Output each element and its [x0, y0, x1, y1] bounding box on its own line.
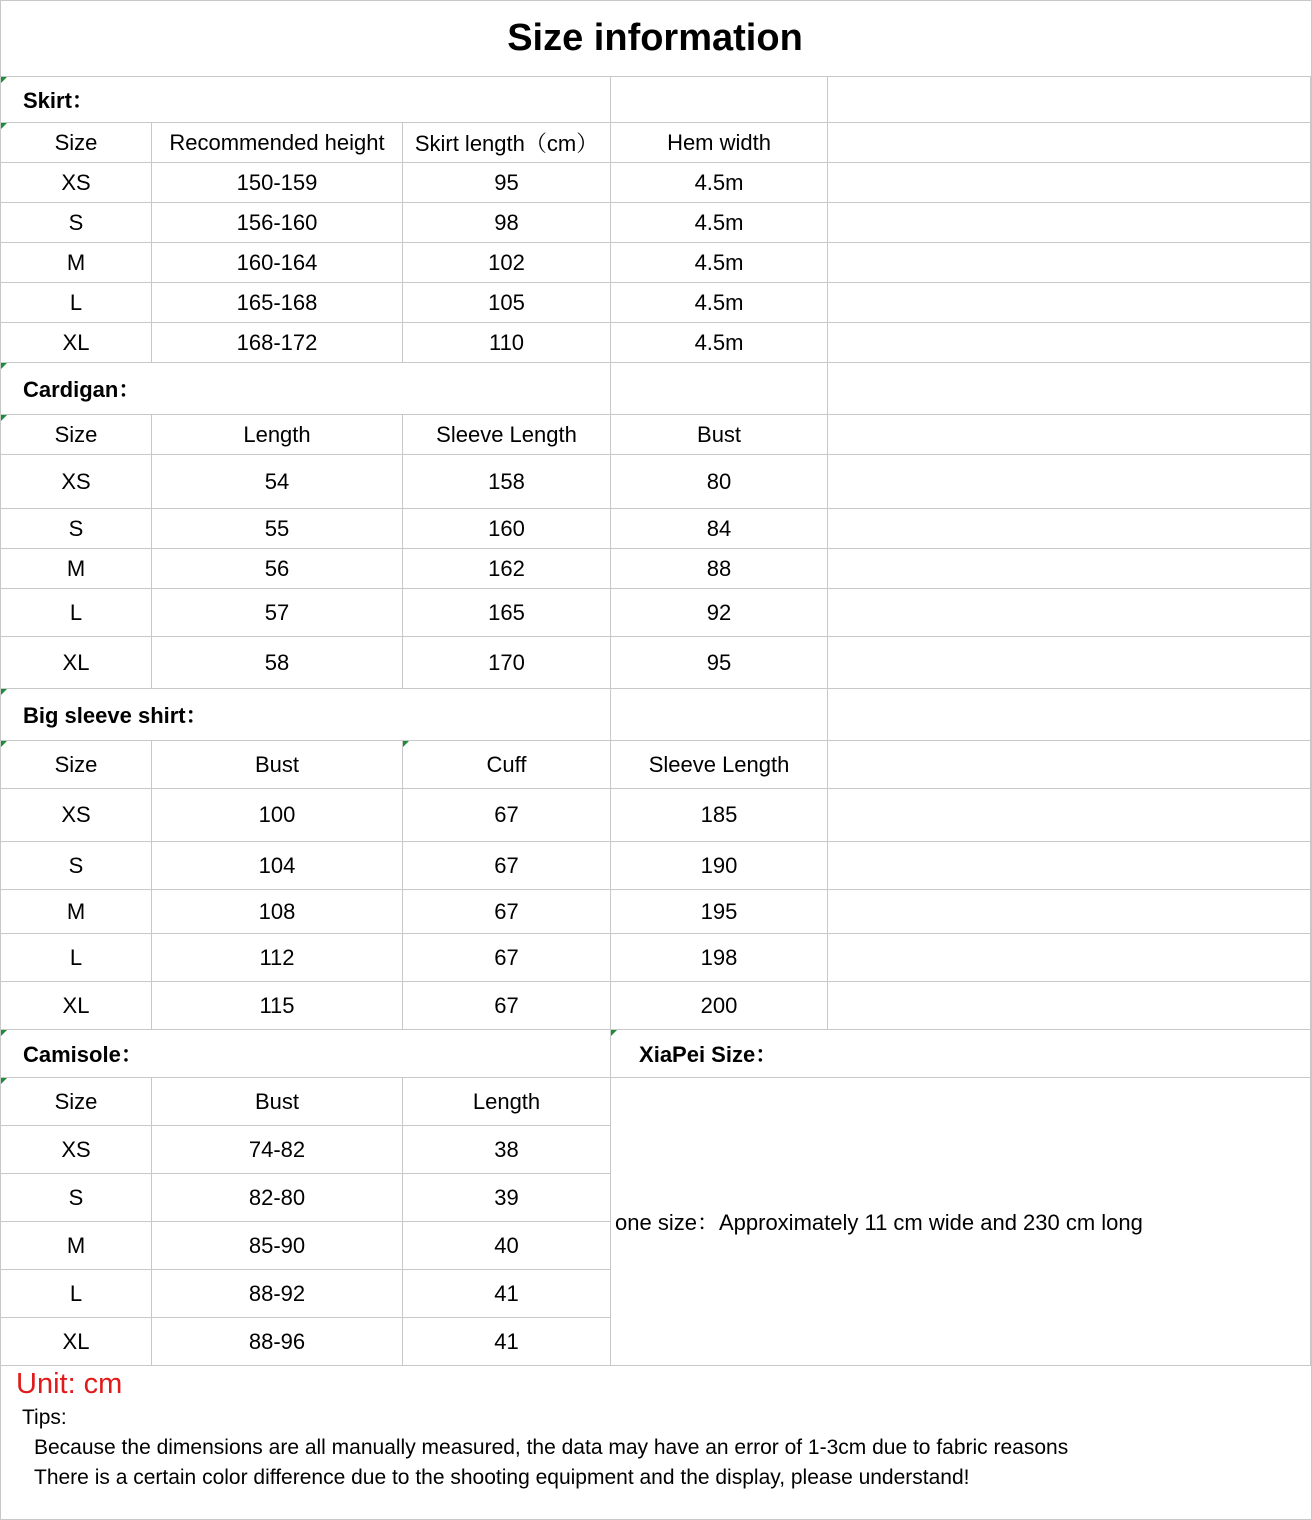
- table-row: [1, 934, 1311, 982]
- value-cell: 104: [152, 842, 403, 890]
- table-row: [1, 243, 1311, 283]
- value-cell: 160-164: [152, 243, 403, 283]
- size-cell: M: [1, 243, 152, 283]
- value-cell: 4.5m: [611, 323, 828, 363]
- table-row: [1, 549, 1311, 589]
- value-cell: 170: [403, 637, 611, 689]
- value-cell: 165: [403, 589, 611, 637]
- table-row: [1, 509, 1311, 549]
- shirt-section-row: [1, 689, 1311, 741]
- size-cell: XL: [1, 637, 152, 689]
- value-cell: 102: [403, 243, 611, 283]
- value-cell: 4.5m: [611, 243, 828, 283]
- value-cell: 160: [403, 509, 611, 549]
- tip-line: There is a certain color difference due to the shooting equipment and the display, please understand!: [34, 1466, 970, 1489]
- camisole-section-row: [1, 1030, 1311, 1078]
- column-header: Cuff: [403, 741, 611, 789]
- value-cell: 156-160: [152, 203, 403, 243]
- value-cell: 74-82: [152, 1126, 403, 1174]
- value-cell: 92: [611, 589, 828, 637]
- value-cell: 57: [152, 589, 403, 637]
- value-cell: 39: [403, 1174, 611, 1222]
- value-cell: 200: [611, 982, 828, 1030]
- table-row: [1, 982, 1311, 1030]
- column-header: Size: [1, 741, 152, 789]
- table-row: [1, 637, 1311, 689]
- size-cell: XS: [1, 1126, 152, 1174]
- cardigan-header-row: [1, 415, 1311, 455]
- footer: [0, 1366, 1310, 1516]
- column-header: Skirt length（cm）: [403, 123, 611, 163]
- value-cell: 195: [611, 890, 828, 934]
- skirt-header-row: [1, 123, 1311, 163]
- size-cell: XL: [1, 982, 152, 1030]
- size-cell: L: [1, 589, 152, 637]
- column-header: Size: [1, 415, 152, 455]
- value-cell: 82-80: [152, 1174, 403, 1222]
- table-row: [1, 589, 1311, 637]
- cardigan-heading: Cardigan：: [1, 363, 611, 415]
- table-row: [1, 890, 1311, 934]
- value-cell: 85-90: [152, 1222, 403, 1270]
- value-cell: 168-172: [152, 323, 403, 363]
- value-cell: 67: [403, 934, 611, 982]
- value-cell: 40: [403, 1222, 611, 1270]
- page-title: Size information: [507, 16, 803, 59]
- xiapei-size-note: one size：Approximately 11 cm wide and 230 cm long: [611, 1078, 1311, 1366]
- table-row: [1, 789, 1311, 842]
- camisole-heading: Camisole：: [1, 1030, 611, 1078]
- value-cell: 88-96: [152, 1318, 403, 1366]
- size-cell: M: [1, 1222, 152, 1270]
- skirt-heading: Skirt：: [1, 77, 611, 123]
- column-header: Length: [403, 1078, 611, 1126]
- value-cell: 198: [611, 934, 828, 982]
- table-row: [1, 163, 1311, 203]
- value-cell: 41: [403, 1270, 611, 1318]
- value-cell: 58: [152, 637, 403, 689]
- value-cell: 67: [403, 842, 611, 890]
- size-cell: L: [1, 283, 152, 323]
- value-cell: 165-168: [152, 283, 403, 323]
- table-row: [1, 455, 1311, 509]
- size-cell: S: [1, 203, 152, 243]
- value-cell: 108: [152, 890, 403, 934]
- column-header: Size: [1, 123, 152, 163]
- value-cell: 55: [152, 509, 403, 549]
- value-cell: 4.5m: [611, 283, 828, 323]
- value-cell: 56: [152, 549, 403, 589]
- value-cell: 54: [152, 455, 403, 509]
- value-cell: 88: [611, 549, 828, 589]
- value-cell: 4.5m: [611, 203, 828, 243]
- value-cell: 112: [152, 934, 403, 982]
- size-cell: XS: [1, 789, 152, 842]
- size-cell: L: [1, 934, 152, 982]
- value-cell: 162: [403, 549, 611, 589]
- size-cell: XL: [1, 1318, 152, 1366]
- table-row: [1, 283, 1311, 323]
- value-cell: 67: [403, 789, 611, 842]
- xiapei-heading: XiaPei Size：: [611, 1030, 1311, 1078]
- size-cell: S: [1, 509, 152, 549]
- value-cell: 100: [152, 789, 403, 842]
- table-row: [1, 323, 1311, 363]
- value-cell: 110: [403, 323, 611, 363]
- value-cell: 84: [611, 509, 828, 549]
- value-cell: 4.5m: [611, 163, 828, 203]
- size-cell: S: [1, 1174, 152, 1222]
- tips-label: Tips:: [22, 1406, 67, 1429]
- value-cell: 115: [152, 982, 403, 1030]
- column-header: Bust: [152, 1078, 403, 1126]
- size-cell: XS: [1, 163, 152, 203]
- skirt-section-row: [1, 77, 1311, 123]
- value-cell: 41: [403, 1318, 611, 1366]
- size-cell: L: [1, 1270, 152, 1318]
- value-cell: 80: [611, 455, 828, 509]
- value-cell: 185: [611, 789, 828, 842]
- size-table: [0, 76, 1311, 1366]
- table-row: [1, 203, 1311, 243]
- value-cell: 67: [403, 982, 611, 1030]
- value-cell: 95: [403, 163, 611, 203]
- value-cell: 105: [403, 283, 611, 323]
- value-cell: 88-92: [152, 1270, 403, 1318]
- table-row: [1, 842, 1311, 890]
- value-cell: 158: [403, 455, 611, 509]
- column-header: Bust: [611, 415, 828, 455]
- camisole-header-row: [1, 1078, 1311, 1126]
- column-header: Hem width: [611, 123, 828, 163]
- column-header: Sleeve Length: [611, 741, 828, 789]
- shirt-header-row: [1, 741, 1311, 789]
- value-cell: 190: [611, 842, 828, 890]
- value-cell: 150-159: [152, 163, 403, 203]
- size-cell: M: [1, 890, 152, 934]
- column-header: Length: [152, 415, 403, 455]
- value-cell: 95: [611, 637, 828, 689]
- big-sleeve-shirt-heading: Big sleeve shirt：: [1, 689, 611, 741]
- column-header: Bust: [152, 741, 403, 789]
- value-cell: 98: [403, 203, 611, 243]
- unit-label: Unit: cm: [16, 1368, 123, 1400]
- value-cell: 67: [403, 890, 611, 934]
- size-cell: S: [1, 842, 152, 890]
- tip-line: Because the dimensions are all manually measured, the data may have an error of 1-3cm due to fabric reasons: [34, 1436, 1069, 1459]
- size-cell: XS: [1, 455, 152, 509]
- size-cell: XL: [1, 323, 152, 363]
- column-header: Sleeve Length: [403, 415, 611, 455]
- cardigan-section-row: [1, 363, 1311, 415]
- column-header: Size: [1, 1078, 152, 1126]
- size-cell: M: [1, 549, 152, 589]
- value-cell: 38: [403, 1126, 611, 1174]
- column-header: Recommended height: [152, 123, 403, 163]
